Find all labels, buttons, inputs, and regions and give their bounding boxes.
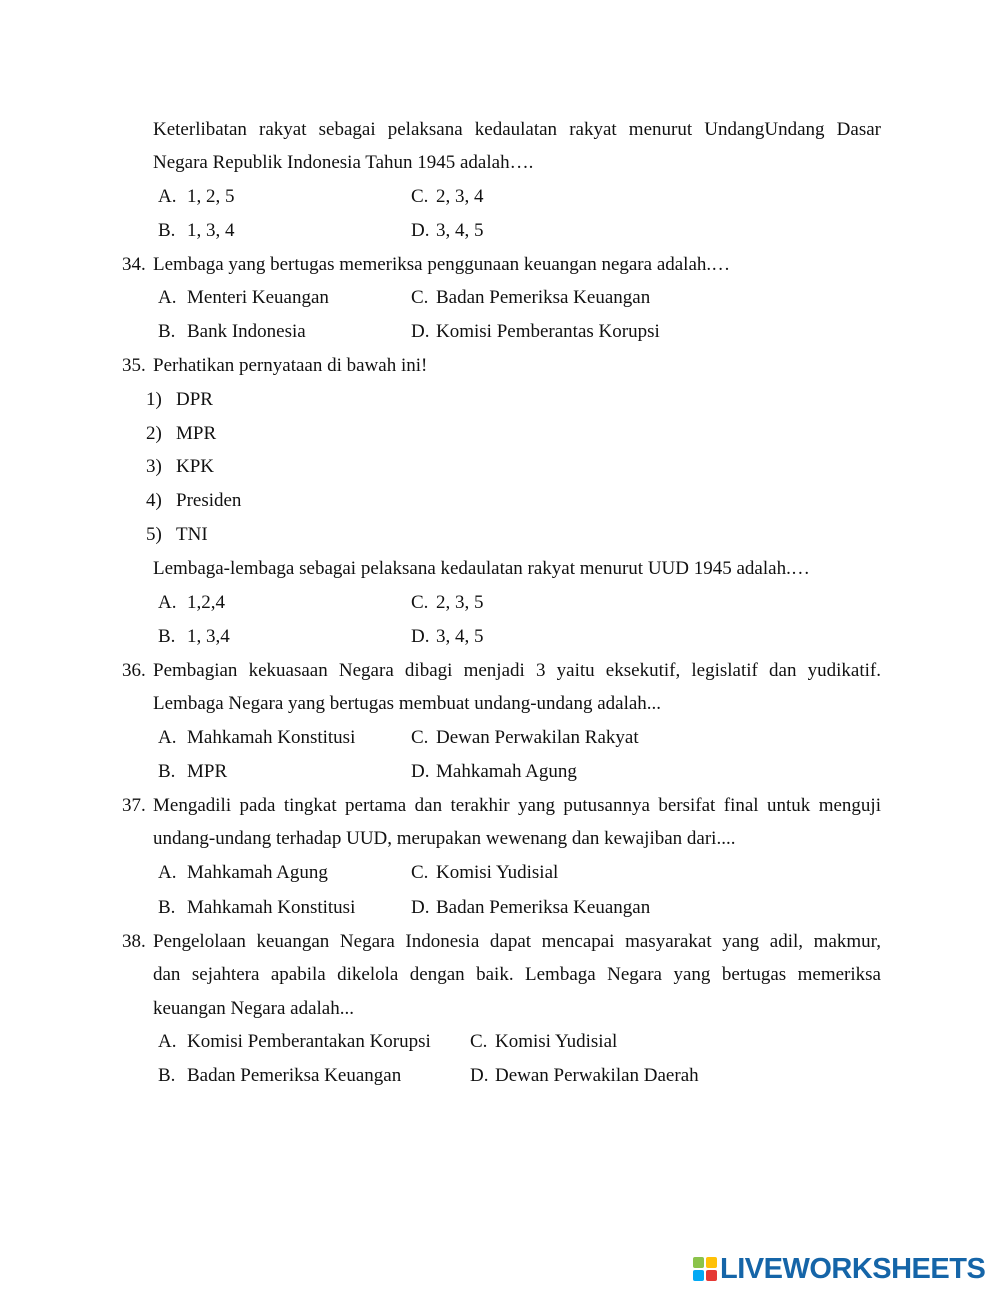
q38-option-a[interactable]: Komisi Pemberantakan Korupsi xyxy=(187,1031,431,1052)
q38-option-b-letter: B. xyxy=(158,1065,176,1086)
liveworksheets-brand xyxy=(693,1252,985,1286)
q38-option-b[interactable]: Badan Pemeriksa Keuangan xyxy=(187,1065,402,1086)
logo-tile xyxy=(693,1270,704,1281)
q35-item-3-num: 3) xyxy=(146,456,162,477)
q37-option-d-letter: D. xyxy=(411,897,430,918)
brand-name: LIVEWORKSHEETS xyxy=(720,1252,986,1285)
q35-option-a[interactable]: 1,2,4 xyxy=(187,592,225,613)
q36-option-c-letter: C. xyxy=(411,727,429,748)
q35-option-a-letter: A. xyxy=(158,592,177,613)
q38-option-a-letter: A. xyxy=(158,1031,177,1052)
q36-stem-line-2: Lembaga Negara yang bertugas membuat undang-undang adalah... xyxy=(153,693,662,714)
q35-item-5: TNI xyxy=(176,524,208,545)
q33-option-d-letter: D. xyxy=(411,220,430,241)
q36-option-a[interactable]: Mahkamah Konstitusi xyxy=(187,727,356,748)
logo-tile xyxy=(706,1257,717,1268)
q34-option-d[interactable]: Komisi Pemberantas Korupsi xyxy=(436,321,660,342)
logo-tile xyxy=(693,1257,704,1268)
q35-option-c[interactable]: 2, 3, 5 xyxy=(436,592,484,613)
q35-item-1: DPR xyxy=(176,389,213,410)
q38-stem-line-3: keuangan Negara adalah... xyxy=(153,998,354,1019)
q35-option-b[interactable]: 1, 3,4 xyxy=(187,626,230,647)
q37-option-c[interactable]: Komisi Yudisial xyxy=(436,862,559,883)
q38-option-d[interactable]: Dewan Perwakilan Daerah xyxy=(495,1065,699,1086)
q36-stem-line-1: Pembagian kekuasaan Negara dibagi menjadi 3 yaitu eksekutif, legislatif dan yudikatif. xyxy=(153,660,881,681)
q38-stem-line-1: Pengelolaan keuangan Negara Indonesia dapat mencapai masyarakat yang adil, makmur, xyxy=(153,931,881,952)
q37-option-d[interactable]: Badan Pemeriksa Keuangan xyxy=(436,897,651,918)
q36-option-d[interactable]: Mahkamah Agung xyxy=(436,761,577,782)
q34-stem: Lembaga yang bertugas memeriksa penggunaan keuangan negara adalah.… xyxy=(153,254,731,275)
q36-number: 36. xyxy=(122,660,146,681)
q38-number: 38. xyxy=(122,931,146,952)
q33-stem-line-1: Keterlibatan rakyat sebagai pelaksana kedaulatan rakyat menurut UndangUndang Dasar xyxy=(153,119,881,140)
q38-stem-line-2: dan sejahtera apabila dikelola dengan baik. Lembaga Negara yang bertugas memeriksa xyxy=(153,964,881,985)
q34-option-b-letter: B. xyxy=(158,321,176,342)
q36-option-b[interactable]: MPR xyxy=(187,761,228,782)
q33-stem-line-2: Negara Republik Indonesia Tahun 1945 adalah…. xyxy=(153,152,534,173)
q35-option-d-letter: D. xyxy=(411,626,430,647)
q34-option-c[interactable]: Badan Pemeriksa Keuangan xyxy=(436,287,651,308)
q35-item-4: Presiden xyxy=(176,490,242,511)
q33-option-c[interactable]: 2, 3, 4 xyxy=(436,186,484,207)
q35-item-3: KPK xyxy=(176,456,215,477)
q36-option-a-letter: A. xyxy=(158,727,177,748)
q34-option-a[interactable]: Menteri Keuangan xyxy=(187,287,329,308)
q34-option-c-letter: C. xyxy=(411,287,429,308)
liveworksheets-logo-icon xyxy=(693,1257,717,1281)
q37-option-c-letter: C. xyxy=(411,862,429,883)
q37-option-a[interactable]: Mahkamah Agung xyxy=(187,862,328,883)
q33-option-b-letter: B. xyxy=(158,220,176,241)
q35-option-c-letter: C. xyxy=(411,592,429,613)
q38-option-c-letter: C. xyxy=(470,1031,488,1052)
q37-stem-line-1: Mengadili pada tingkat pertama dan terakhir yang putusannya bersifat final untuk menguji xyxy=(153,795,881,816)
q35-option-d[interactable]: 3, 4, 5 xyxy=(436,626,484,647)
q33-option-c-letter: C. xyxy=(411,186,429,207)
q37-option-b[interactable]: Mahkamah Konstitusi xyxy=(187,897,356,918)
q35-item-4-num: 4) xyxy=(146,490,162,511)
q34-option-d-letter: D. xyxy=(411,321,430,342)
q33-option-d[interactable]: 3, 4, 5 xyxy=(436,220,484,241)
q35-item-1-num: 1) xyxy=(146,389,162,410)
q35-item-5-num: 5) xyxy=(146,524,162,545)
q36-option-c[interactable]: Dewan Perwakilan Rakyat xyxy=(436,727,639,748)
q35-number: 35. xyxy=(122,355,146,376)
q38-option-d-letter: D. xyxy=(470,1065,489,1086)
q37-option-b-letter: B. xyxy=(158,897,176,918)
q34-number: 34. xyxy=(122,254,146,275)
q37-option-a-letter: A. xyxy=(158,862,177,883)
q33-option-b[interactable]: 1, 3, 4 xyxy=(187,220,235,241)
q35-stem: Perhatikan pernyataan di bawah ini! xyxy=(153,355,428,376)
q33-option-a[interactable]: 1, 2, 5 xyxy=(187,186,235,207)
q33-option-a-letter: A. xyxy=(158,186,177,207)
q38-option-c[interactable]: Komisi Yudisial xyxy=(495,1031,618,1052)
q37-number: 37. xyxy=(122,795,146,816)
logo-tile xyxy=(706,1270,717,1281)
q36-option-d-letter: D. xyxy=(411,761,430,782)
q35-question: Lembaga-lembaga sebagai pelaksana kedaulatan rakyat menurut UUD 1945 adalah.… xyxy=(153,558,810,579)
q35-item-2-num: 2) xyxy=(146,423,162,444)
q34-option-a-letter: A. xyxy=(158,287,177,308)
q35-option-b-letter: B. xyxy=(158,626,176,647)
q35-item-2: MPR xyxy=(176,423,217,444)
q37-stem-line-2: undang-undang terhadap UUD, merupakan wewenang dan kewajiban dari.... xyxy=(153,828,736,849)
q34-option-b[interactable]: Bank Indonesia xyxy=(187,321,306,342)
q36-option-b-letter: B. xyxy=(158,761,176,782)
